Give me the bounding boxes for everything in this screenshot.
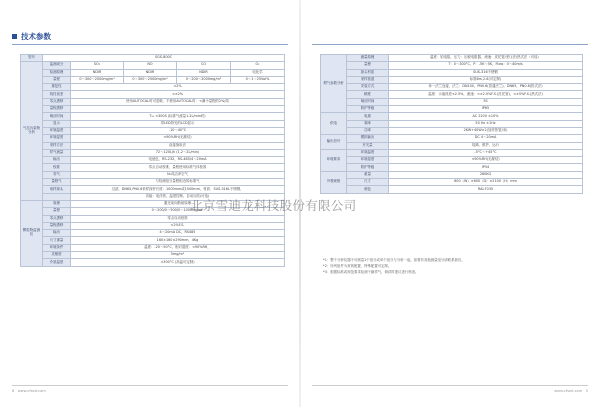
- spec-value: 5S: [389, 98, 583, 105]
- spec-label: 量程漂移: [43, 106, 71, 113]
- spec-value: 50 Hz ±1Hz: [389, 120, 583, 127]
- spec-value: 温度：铂电阻，压力：压敏电阻器，流速：皮托管/差压法/热式法（可选）: [389, 55, 583, 62]
- notes-block: [323, 258, 465, 276]
- group-label: 烟气参数分析: [321, 55, 347, 113]
- spec-value: [71, 106, 285, 113]
- spec-value: T₉₀ <300S (标准气流量1.2L/min时): [71, 113, 285, 120]
- spec-value: 电池色、RS-232、RS-485/4～20mA: [71, 157, 285, 164]
- particle-label: 原理: [43, 200, 71, 207]
- spec-label: 零点漂移: [43, 98, 71, 105]
- footer-rule: [312, 385, 588, 386]
- particle-value: 0～200/0～500/0～1000mg/m³: [71, 208, 285, 215]
- principle-label: 检测原理: [43, 69, 71, 76]
- note-item: *1：整个分析仪器不可测量1个组分或单个组分与分析一起，如要有其他测量组分请联系我们。: [323, 258, 465, 262]
- species-cell: O₂: [231, 62, 285, 69]
- spec-label: 电源: [347, 113, 389, 120]
- species-cell: NO: [124, 62, 177, 69]
- range-cell: 0～200～2000mg/m³: [177, 76, 231, 83]
- model-label: 型号: [21, 55, 43, 62]
- principle-cell: NDIR: [71, 69, 124, 76]
- range-label: 量程: [43, 76, 71, 83]
- spec-value: 2KW+40W×2(加伴热管/米): [389, 127, 583, 134]
- spec-label: 频率: [347, 120, 389, 127]
- header-rule: [12, 44, 288, 45]
- spec-value: 过滤、DN65,PN0.6采样探杆长度：1000mm或1500mm，材质：SUS-316L不锈钢，: [71, 186, 285, 193]
- spec-value: <90%RH(无凝结): [71, 135, 285, 142]
- spec-label: 环境湿度: [43, 135, 71, 142]
- group-label: 供电: [321, 113, 347, 135]
- company-watermark: 北京雪迪龙科技股份有限公司: [190, 198, 357, 213]
- spec-value: 260KG: [389, 171, 583, 178]
- particle-label: 量程漂移: [43, 222, 71, 229]
- range-cell: 0～1～25Vol%: [231, 76, 285, 83]
- principle-cell: NDIR: [177, 69, 231, 76]
- spec-label: 采样方法: [43, 142, 71, 149]
- spec-label: 线性误差: [43, 91, 71, 98]
- spec-value: 功能：电伴热、温度控制、自动反吹(可选): [71, 193, 285, 200]
- spec-label: 重量: [347, 171, 389, 178]
- particle-value: 激光前向散射原理: [71, 200, 285, 207]
- section-title: 技术参数: [21, 32, 51, 41]
- spec-label: 环境温度: [43, 127, 71, 134]
- spec-value: RAL7035: [389, 186, 583, 193]
- spec-value: T：0～300°C，P：-5K～5K，Flow：0～40m/s: [389, 62, 583, 69]
- spec-label: 响应时间: [43, 113, 71, 120]
- spec-label: 测量原理: [347, 55, 389, 62]
- particle-value: <2%F.S.: [71, 222, 285, 229]
- note-item: *2：所列组件为常规配置，特殊配置可定制。: [323, 263, 392, 268]
- footer-url[interactable]: www.cfsed.com: [17, 389, 46, 393]
- spec-value: <±2%: [71, 91, 285, 98]
- spec-label: 环境湿度: [347, 157, 389, 164]
- particle-value: 温度：-20～50°C，相对湿度：<90%RH，: [71, 244, 285, 251]
- page-number: 6: [12, 389, 15, 393]
- spec-value: SUS-316不锈钢: [389, 69, 583, 76]
- spec-label: 校准: [43, 164, 71, 171]
- species-cell: CO: [177, 62, 231, 69]
- group-label: 环境要求: [321, 149, 347, 171]
- spec-label: 响应时间: [347, 98, 389, 105]
- spec-value: AC 220V ±10%: [389, 113, 583, 120]
- spec-value: N₂或洁净空气: [71, 171, 285, 178]
- spec-value: 直接抽取法: [71, 142, 285, 149]
- spec-value: <2%: [71, 84, 285, 91]
- footer-rule: [12, 385, 288, 386]
- spec-label: 重复性: [43, 84, 71, 91]
- spec-label: 环境温度: [347, 149, 389, 156]
- spec-label: 显示: [43, 120, 71, 127]
- spec-label: 零气: [43, 171, 71, 178]
- spec-label: 量程: [347, 62, 389, 69]
- particle-label: 量程: [43, 208, 71, 215]
- particle-label: 尺寸重量: [43, 237, 71, 244]
- header-rule: [312, 44, 588, 45]
- spec-label: 安装方式: [347, 84, 389, 91]
- group-particle-label: 颗粒物监测仪: [21, 200, 43, 266]
- spec-label: 模拟输出: [347, 135, 389, 142]
- left-spec-table: [20, 54, 285, 267]
- spec-value: 零点自动校准，量程使用标准气体校准: [71, 164, 285, 171]
- spec-label: 取样探头: [43, 186, 71, 193]
- group-gas-label: 气态污染物分析: [21, 62, 43, 201]
- section-header: [12, 31, 51, 42]
- particle-label: 环境条件: [43, 244, 71, 251]
- particle-value: 5mg/m³: [71, 252, 285, 259]
- spec-value: 与待测组分量程相近的标准气: [71, 179, 285, 186]
- spec-label: 样气流量: [43, 149, 71, 156]
- spec-value: <90%RH(无凝结): [389, 157, 583, 164]
- spec-label: 探头材质: [347, 69, 389, 76]
- spec-label: 尺寸: [347, 179, 389, 186]
- group-label: 输出信号: [321, 135, 347, 150]
- note-item: *3：根据标准或规范要求检测干燥样气，调试时建议进行核查。: [323, 269, 419, 274]
- particle-label: 介质温度: [43, 259, 71, 266]
- range-cell: 0～300～2000mg/m³: [71, 76, 124, 83]
- particle-value: <300°C (高温可定制): [71, 259, 285, 266]
- particle-value: 160×160×290mm，4Kg: [71, 237, 285, 244]
- spec-value: DC 4～20mA: [389, 135, 583, 142]
- footer-right: [554, 389, 588, 393]
- spec-value: 单一法兰连接，法兰：DN100，PN0.6(普通法兰)，DN65，PN0.6(热式法): [389, 84, 583, 91]
- spec-value: 600（W）×600（D）×2100（H）mm: [389, 179, 583, 186]
- principle-cell: 电化学: [231, 69, 285, 76]
- particle-label: 输出: [43, 230, 71, 237]
- spec-value: IP65: [389, 106, 583, 113]
- spec-value: -5°C～+45°C: [389, 149, 583, 156]
- spec-label: 输出: [43, 157, 71, 164]
- principle-cell: NDIR: [124, 69, 177, 76]
- spec-label: 防护等级: [347, 106, 389, 113]
- particle-value: 零点自动校准: [71, 215, 285, 222]
- model-value: SGS-800C: [43, 55, 285, 62]
- spec-value: 故障、维护、运行: [389, 142, 583, 149]
- spec-value: 带LED背光的LCD显示: [71, 120, 285, 127]
- species-label: 监测成分: [43, 62, 71, 69]
- spec-label: 防护等级: [347, 164, 389, 171]
- spec-label: 开关量: [347, 142, 389, 149]
- page-number: 5: [585, 389, 588, 393]
- spec-label: 功率: [347, 127, 389, 134]
- group-label: 外观规格: [321, 171, 347, 193]
- header-square-icon: [12, 34, 17, 39]
- spec-value: 72～120L/h (1.2～2L/min): [71, 149, 285, 156]
- range-cell: 0～300～2500mg/m³: [124, 76, 177, 83]
- spec-value: 使用AUTOCAL时可忽略，不使用AUTOCAL时：<满小量程的2%/周: [71, 98, 285, 105]
- particle-value: 4～20mA DC，RS485: [71, 230, 285, 237]
- footer-left: [12, 389, 46, 393]
- particle-label: 灵敏度: [43, 252, 71, 259]
- spec-label: 颜色: [347, 186, 389, 193]
- spec-label: [43, 193, 71, 200]
- spec-label: 量程气: [43, 179, 71, 186]
- spec-value: -10～40°C: [71, 127, 285, 134]
- footer-url[interactable]: www.cfsed.com: [554, 389, 583, 393]
- spec-value: 标准6m,2.6(可定制): [389, 76, 583, 83]
- spec-value: IP54: [389, 164, 583, 171]
- right-spec-table: [320, 54, 583, 194]
- particle-label: 零点漂移: [43, 215, 71, 222]
- spec-value: 温度：示值误差±2.5%，流速：<±2.5%F.S.(皮托管)，<±5%F.S.(热式法): [389, 91, 583, 98]
- spec-label: 精度: [347, 91, 389, 98]
- species-cell: SO₂: [71, 62, 124, 69]
- spec-label: 采样管道: [347, 76, 389, 83]
